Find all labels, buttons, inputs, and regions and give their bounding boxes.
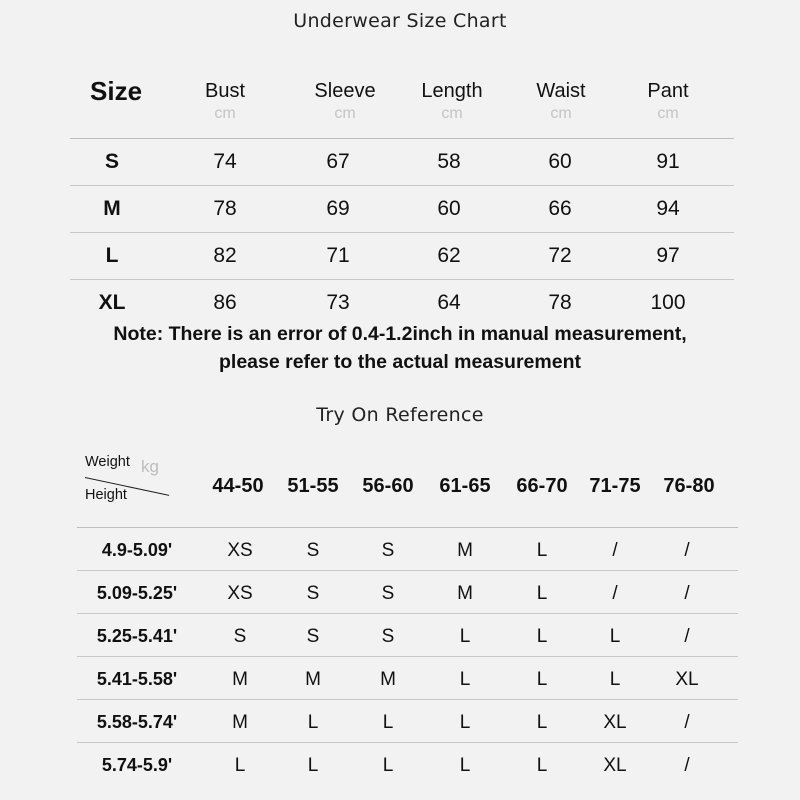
size-cell: L <box>536 669 548 690</box>
size-cell: M <box>380 669 396 690</box>
value-cell: 86 <box>213 291 237 314</box>
table-row <box>77 614 738 657</box>
table-row <box>77 528 738 571</box>
try-on-table <box>77 447 738 785</box>
value-cell: 100 <box>650 291 686 314</box>
size-cell: S <box>381 626 395 647</box>
table-row <box>70 139 734 186</box>
note-line: please refer to the actual measurement <box>219 351 581 373</box>
size-table-header <box>70 72 734 139</box>
weight-column-header: 76-80 <box>663 475 715 497</box>
value-cell: 82 <box>213 244 237 267</box>
value-cell: 78 <box>548 291 572 314</box>
try-on-title: Try On Reference <box>316 404 484 426</box>
column-unit: cm <box>334 105 356 122</box>
height-cell: 4.9-5.09' <box>101 540 173 560</box>
size-cell: M <box>103 197 121 220</box>
size-cell: / <box>684 712 690 733</box>
column-name: Waist <box>536 80 586 102</box>
value-cell: 91 <box>656 150 680 173</box>
size-cell: L <box>459 626 471 647</box>
size-column-header: Size <box>90 76 143 106</box>
height-cell: 5.41-5.58' <box>96 669 178 689</box>
size-cell: / <box>684 583 690 604</box>
size-cell: S <box>233 626 247 647</box>
height-cell: 5.25-5.41' <box>96 626 178 646</box>
size-cell: M <box>232 669 248 690</box>
value-cell: 71 <box>326 244 350 267</box>
value-cell: 94 <box>656 197 680 220</box>
size-cell: / <box>612 540 618 561</box>
value-cell: 78 <box>213 197 237 220</box>
size-chart-title: Underwear Size Chart <box>293 10 507 32</box>
column-unit: cm <box>441 105 463 122</box>
size-cell: L <box>307 712 319 733</box>
size-cell: L <box>536 583 548 604</box>
weight-column-header: 51-55 <box>287 475 339 497</box>
value-cell: 64 <box>437 291 461 314</box>
size-cell: M <box>457 540 473 561</box>
size-cell: S <box>381 540 395 561</box>
size-cell: / <box>612 583 618 604</box>
size-cell: L <box>609 669 621 690</box>
size-cell: XL <box>98 291 126 314</box>
value-cell: 66 <box>548 197 572 220</box>
weight-label: Weight <box>85 454 130 470</box>
table-row <box>77 571 738 614</box>
pant-header <box>613 80 723 123</box>
column-name: Pant <box>647 80 689 102</box>
height-label: Height <box>85 487 127 503</box>
size-cell: L <box>382 712 394 733</box>
size-cell: L <box>234 755 246 776</box>
value-cell: 58 <box>437 150 461 173</box>
sleeve-header <box>290 80 400 123</box>
table-row <box>70 233 734 280</box>
table-row <box>77 700 738 743</box>
size-cell: XL <box>675 669 699 690</box>
size-cell: L <box>536 755 548 776</box>
weight-column-header: 44-50 <box>212 475 264 497</box>
size-cell: S <box>306 583 320 604</box>
size-cell: S <box>381 583 395 604</box>
size-cell: S <box>306 626 320 647</box>
weight-column-header: 56-60 <box>362 475 414 497</box>
weight-unit: kg <box>141 457 159 476</box>
value-cell: 97 <box>656 244 680 267</box>
table-row <box>70 186 734 233</box>
measurement-note <box>0 320 800 376</box>
size-cell: L <box>105 244 119 267</box>
size-cell: L <box>459 755 471 776</box>
size-cell: L <box>382 755 394 776</box>
weight-height-corner <box>77 447 197 527</box>
size-cell: L <box>459 669 471 690</box>
value-cell: 60 <box>548 150 572 173</box>
bust-header <box>170 80 280 123</box>
size-cell: XS <box>227 583 253 604</box>
size-cell: M <box>232 712 248 733</box>
size-cell: XS <box>227 540 253 561</box>
column-unit: cm <box>214 105 236 122</box>
size-table <box>70 72 734 326</box>
column-unit: cm <box>550 105 572 122</box>
waist-header <box>506 80 616 123</box>
size-cell: XL <box>603 755 627 776</box>
weight-column-header: 61-65 <box>439 475 491 497</box>
try-on-header <box>77 447 738 528</box>
size-cell: / <box>684 626 690 647</box>
value-cell: 74 <box>213 150 237 173</box>
size-cell: S <box>306 540 320 561</box>
size-cell: M <box>457 583 473 604</box>
value-cell: 60 <box>437 197 461 220</box>
size-cell: L <box>459 712 471 733</box>
size-cell: L <box>609 626 621 647</box>
height-cell: 5.58-5.74' <box>96 712 178 732</box>
weight-column-header: 71-75 <box>589 475 641 497</box>
size-cell: L <box>536 540 548 561</box>
column-name: Length <box>421 80 483 102</box>
value-cell: 69 <box>326 197 350 220</box>
note-line: Note: There is an error of 0.4-1.2inch in manual measurement, <box>113 323 687 345</box>
column-name: Sleeve <box>314 80 376 102</box>
value-cell: 72 <box>548 244 572 267</box>
value-cell: 73 <box>326 291 350 314</box>
weight-column-header: 66-70 <box>516 475 568 497</box>
table-row <box>77 743 738 785</box>
size-cell: L <box>307 755 319 776</box>
column-name: Bust <box>204 80 246 102</box>
size-cell: S <box>104 150 119 173</box>
length-header <box>397 80 507 123</box>
value-cell: 67 <box>326 150 350 173</box>
value-cell: 62 <box>437 244 461 267</box>
size-cell: L <box>536 626 548 647</box>
size-cell: / <box>684 540 690 561</box>
size-cell: L <box>536 712 548 733</box>
column-unit: cm <box>657 105 679 122</box>
size-cell: M <box>305 669 321 690</box>
size-cell: XL <box>603 712 627 733</box>
size-cell: / <box>684 755 690 776</box>
height-cell: 5.09-5.25' <box>96 583 178 603</box>
height-cell: 5.74-5.9' <box>101 755 173 775</box>
table-row <box>77 657 738 700</box>
